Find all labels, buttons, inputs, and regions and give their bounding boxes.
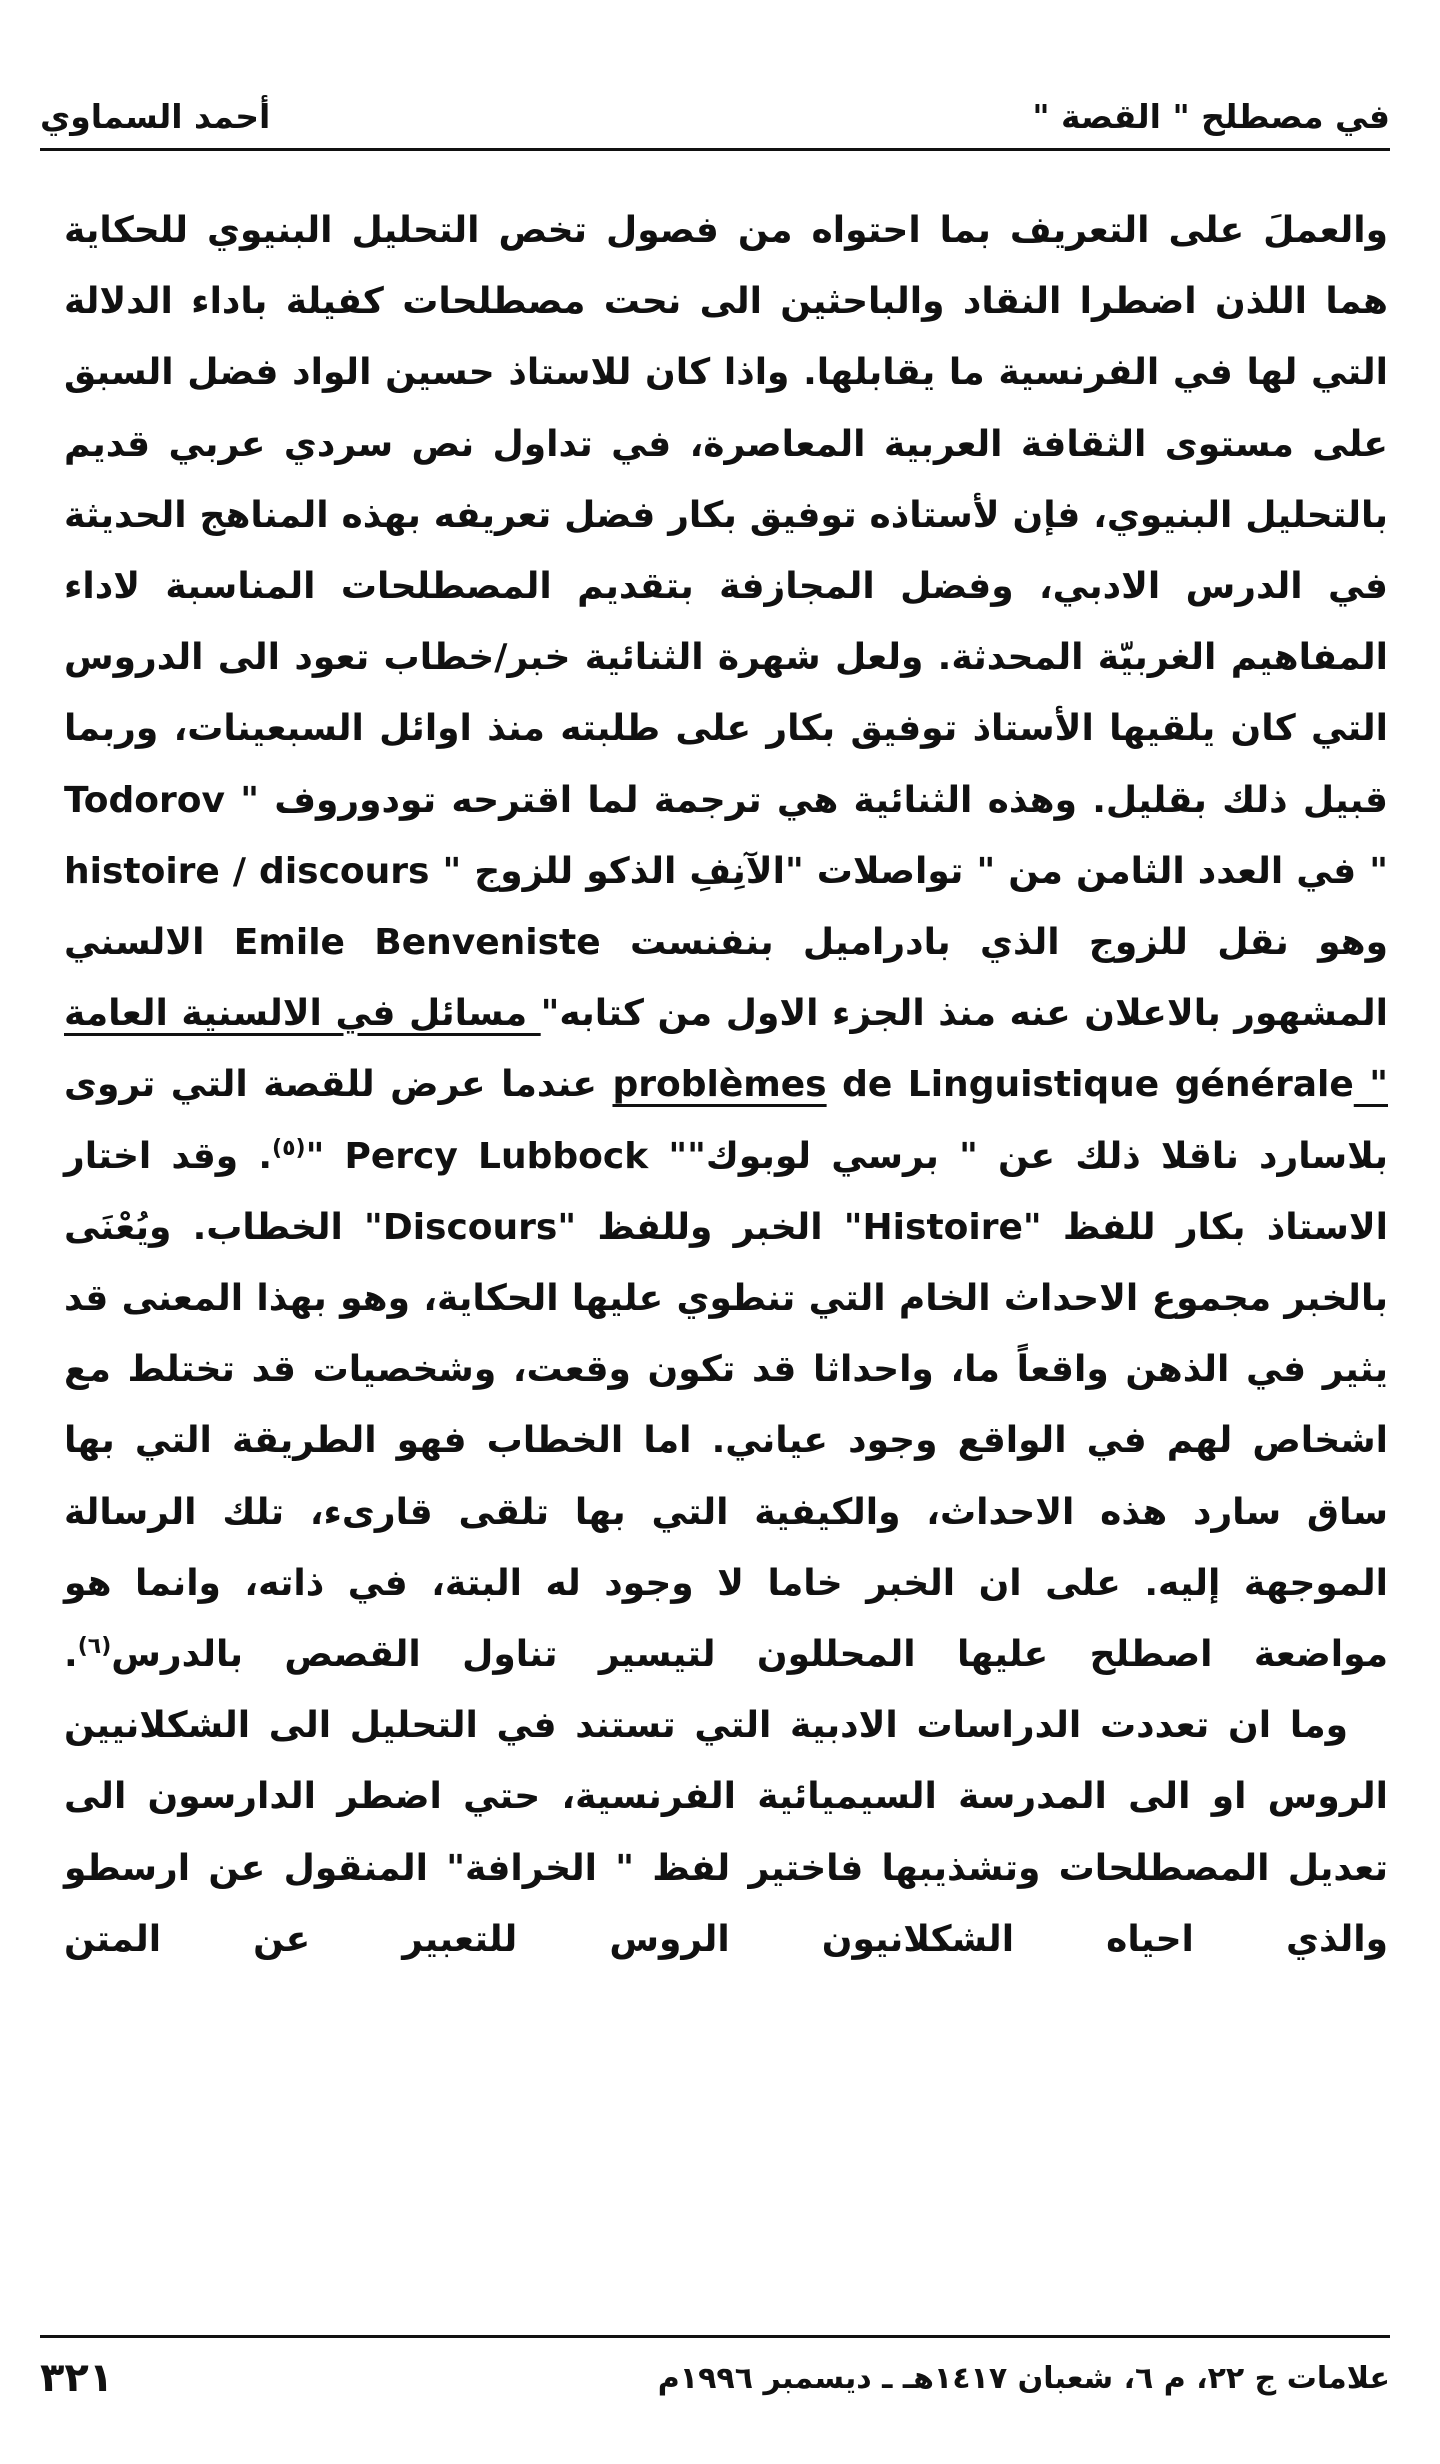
paragraph-1-part-c: . وقد اختار الاستاذ بكار للفظ "Histoire" الخبر وللفظ "Discours" الخطاب. ويُعْنَى بالخبر مجموع الاحداث الخام التي تنطوي عليها الحكاية، وهو بهذا المعنى قد يثير في الذهن واقعاً ما، واحداثا قد تكون وقعت، وشخصيات قد تختلط مع اشخاص لهم في الواقع وجود عياني. اما الخطاب فهو الطريقة التي بها ساق سارد هذه الاحداث، والكيفية التي بها تلقى قارىء، تلك الرسالة الموجهة إليه. على ان الخبر خاما لا وجود له البتة، في ذاته، وانما هو مواضعة اصطلح عليها المحللون لتيسير تناول القصص بالدرس: [64, 1135, 1388, 1676]
paragraph-1-part-d: .: [64, 1634, 78, 1676]
body-text: [64, 195, 1388, 2190]
page-footer: [40, 2335, 1390, 2418]
author-name: أحمد السماوي: [40, 97, 271, 136]
paragraph-1: [64, 195, 1388, 1690]
paragraph-1-part-a: والعملَ على التعريف بما احتواه من فصول تخص التحليل البنيوي للحكاية هما اللذن اضطرا النقاد والباحثين الى نحت مصطلحات كفيلة باداء الدلالة التي لها في الفرنسية ما يقابلها. واذا كان للاستاذ حسين الواد فضل السبق على مستوى الثقافة العربية المعاصرة، في تداول نص سردي عربي قديم بالتحليل البنيوي، فإن لأستاذه توفيق بكار فضل تعريفه بهذه المناهج الحديثة في الدرس الادبي، وفضل المجازفة بتقديم المصطلحات المناسبة لاداء المفاهيم الغربيّة المحدثة. ولعل شهرة الثنائية خبر/خطاب تعود الى الدروس التي كان يلقيها الأستاذ توفيق بكار على طلبته منذ اوائل السبعينات، وربما قبيل ذلك بقليل. وهذه الثنائية هي ترجمة لما اقترحه تودوروف " Todorov " في العدد الثامن من " تواصلات "الآنِفِ الذكو للزوج " histoire / discours وهو نقل للزوج الذي بادراميل بنفنست Emile Benveniste الالسني المشهور بالاعلان عنه منذ الجزء الاول من كتابه": [64, 210, 1388, 1035]
paragraph-2-text: وما ان تعددت الدراسات الادبية التي تستند في التحليل الى الشكلانيين الروس او الى المدرسة السيميائية الفرنسية، حتي اضطر الدارسون الى تعديل المصطلحات وتشذيبها فاختير لفظ " الخرافة" المنقول عن ارسطو والذي احياه الشكلانيون الروس للتعبير عن المتن: [64, 1705, 1388, 1960]
running-header: [40, 70, 1390, 151]
footnote-ref-6: (٦): [77, 1634, 112, 1660]
article-title: في مصطلح " القصة ": [1032, 97, 1390, 136]
page-number: ٣٢١: [40, 2355, 114, 2401]
paragraph-1-part-b: de Linguistique générale عندما عرض للقصة التي تروى بلاسارد ناقلا ذلك عن " برسي لوبوك"" Percy Lubbock ": [64, 1064, 1388, 1177]
paragraph-2: [64, 1690, 1388, 1975]
underlined-book-title: مسائل في الالسنية العامة " problèmes: [64, 993, 1388, 1106]
journal-citation: علامات ج ٢٢، م ٦، شعبان ١٤١٧هـ ـ ديسمبر ١٩٩٦م: [657, 2360, 1390, 2396]
footnote-ref-5: (٥): [272, 1135, 306, 1161]
